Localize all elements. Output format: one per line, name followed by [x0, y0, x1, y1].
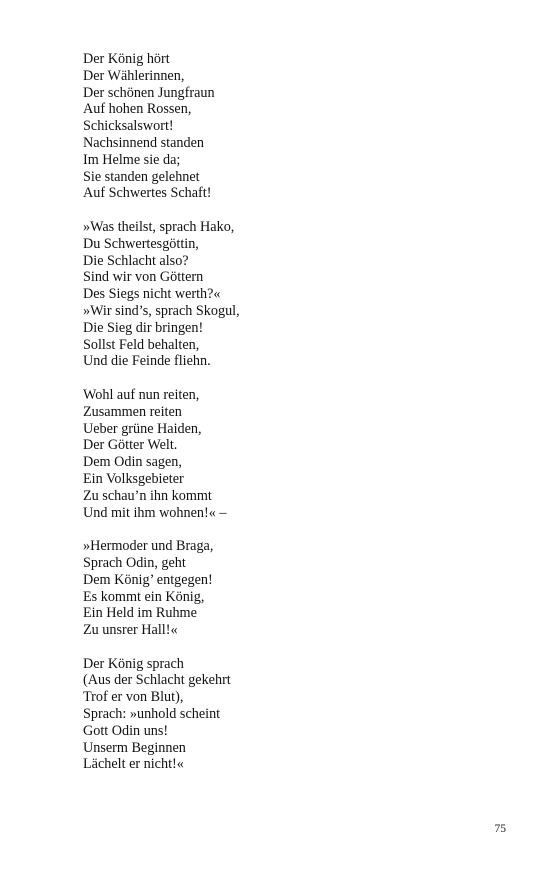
verse-line: Sollst Feld behalten, [83, 336, 200, 353]
verse-line: (Aus der Schlacht gekehrt [83, 672, 231, 689]
stanza [83, 51, 503, 202]
verse-line: Auf Schwertes Schaft! [83, 185, 212, 202]
verse-line: Und die Feinde fliehn. [83, 353, 211, 370]
verse-line: Auf hohen Rossen, [83, 101, 192, 118]
verse-line: Der König hört [83, 51, 170, 67]
verse-line: Ueber grüne Haiden, [83, 420, 202, 437]
verse-line: Sprach Odin, geht [83, 554, 186, 571]
verse-line: Der Wählerinnen, [83, 67, 185, 84]
verse-line: Trof er von Blut), [83, 689, 184, 706]
verse-line: Ein Held im Ruhme [83, 605, 197, 622]
verse-line: Es kommt ein König, [83, 588, 205, 605]
verse-line: Gott Odin uns! [83, 722, 169, 739]
page-number: 75 [494, 823, 506, 835]
verse-line: Zu schau’n ihn kommt [83, 487, 212, 504]
verse-line: Lächelt er nicht!« [83, 756, 184, 773]
stanza [83, 387, 503, 521]
verse-line: Die Sieg dir bringen! [83, 319, 204, 336]
verse-line: Dem König’ entgegen! [83, 571, 213, 588]
stanza [83, 219, 503, 370]
verse-line: Des Siegs nicht werth?« [83, 286, 221, 303]
verse-line: Du Schwertesgöttin, [83, 235, 199, 252]
verse-line: Unserm Beginnen [83, 739, 186, 756]
verse-line: Sind wir von Göttern [83, 269, 204, 286]
verse-line: Im Helme sie da; [83, 151, 181, 168]
verse-line: Sie standen gelehnet [83, 168, 200, 185]
verse-line: Schicksalswort! [83, 118, 174, 135]
verse-line: Wohl auf nun reiten, [83, 386, 200, 403]
stanza [83, 538, 503, 639]
verse-line: Nachsinnend standen [83, 134, 204, 151]
verse-line: Der schönen Jungfraun [83, 84, 215, 101]
verse-line: Die Schlacht also? [83, 252, 189, 269]
verse-line: »Was theilst, sprach Hako, [83, 218, 235, 235]
verse-line: Sprach: »unhold scheint [83, 706, 221, 723]
verse-line: Der Götter Welt. [83, 437, 178, 454]
verse-line: Ein Volksgebieter [83, 470, 184, 487]
stanza [83, 656, 503, 774]
verse-line: Zu unsrer Hall!« [83, 622, 178, 639]
verse-line: »Wir sind’s, sprach Skogul, [83, 302, 240, 319]
verse-line: Der König sprach [83, 655, 184, 672]
verse-line: Zusammen reiten [83, 403, 182, 420]
poem-body [83, 51, 503, 790]
verse-line: »Hermoder und Braga, [83, 538, 214, 555]
verse-line: Dem Odin sagen, [83, 454, 182, 471]
verse-line: Und mit ihm wohnen!« – [83, 504, 227, 521]
